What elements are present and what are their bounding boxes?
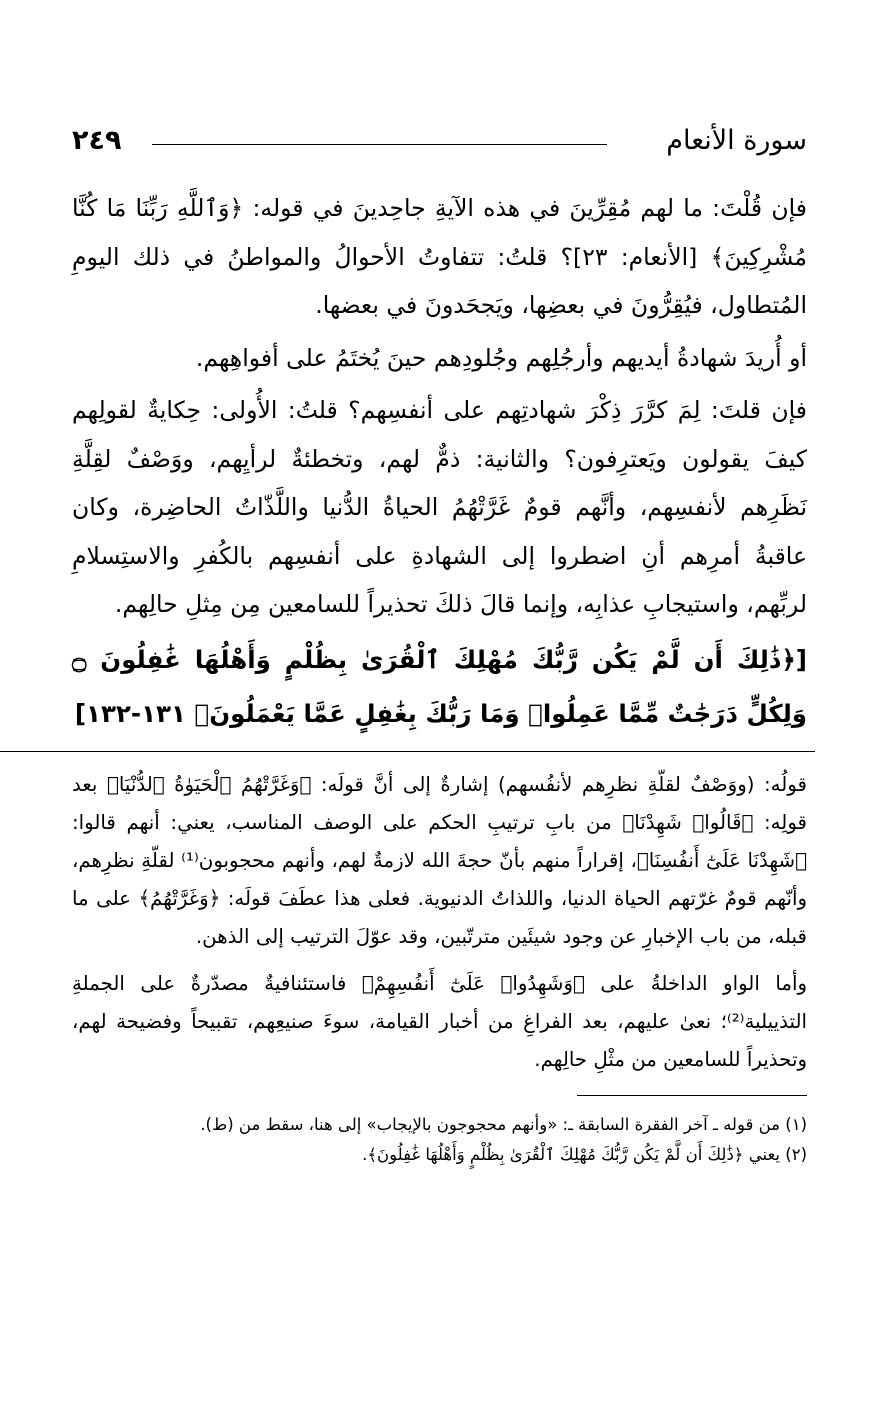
surah-title: سورة الأنعام (666, 125, 807, 156)
main-paragraph: فإن قُلْتَ: ما لهم مُقِرِّينَ في هذه الآيةِ جاحِدينَ في قوله: ﴿وَٱللَّهِ رَبِّنَا مَا كُنَّا مُشْرِكِينَ﴾ [الأنعام: ٢٣]؟ قلتُ: تتفاوتُ الأحوالُ والمواطنُ في ذلك اليومِ المُتطاول، فيُقِرُّونَ في بعضِها، ويَجحَدونَ في بعضها. (72, 194, 808, 319)
running-header (72, 118, 807, 166)
main-paragraph: أو أُريدَ شهادةُ أيديهم وأرجُلِهم وجُلودِهم حينَ يُختَمُ على أفواهِهم. (195, 343, 807, 372)
quran-verse: [﴿ذَٰلِكَ أَن لَّمْ يَكُن رَّبُّكَ مُهْلِكَ ٱلْقُرَىٰ بِظُلْمٍ وَأَهْلُهَا غَٰفِلُونَ ۝ وَلِكُلٍّ دَرَجَٰتٌ مِّمَّا عَمِلُوا۟ وَمَا رَبُّكَ بِغَٰفِلٍ عَمَّا يَعْمَلُونَ﴾ ١٣١-١٣٢] (72, 644, 807, 728)
main-text (72, 184, 807, 629)
commentary-paragraph: قولُه: (ووَصْفٌ لقلّةِ نظرِهم لأنفُسهم) إشارةٌ إلى أنَّ قولَه: ﴿وَغَرَّتْهُمُ ٱلْحَيَوٰةُ ٱلدُّنْيَا﴾ بعد قولِه: ﴿قَالُوا۟ شَهِدْنَا﴾ من بابِ ترتيبِ الحكم على الوصف المناسب، يعني: أنهم قالوا: ﴿شَهِدْنَا عَلَىٰٓ أَنفُسِنَا﴾، إقراراً منهم بأنّ حجةَ الله لازمةٌ لهم، وأنهم محجوبون⁽¹⁾ لقلّةِ نظرِهم، وأنّهم قومٌ غرّتهم الحياة الدنيا، واللذاتُ الدنيوية. فعلى هذا عطَفَ قولَه: ﴿وَغَرَّتْهُمُ﴾ على ما قبله، من باب الإخبارِ عن وجود شيئَين مترتّبين، وقد عوّلَ الترتيب إلى الذهن. (72, 772, 808, 949)
footnote: (٢) يعني ﴿ذَٰلِكَ أَن لَّمْ يَكُن رَّبُّكَ مُهْلِكَ ٱلْقُرَىٰ بِظُلْمٍ وَأَهْلُهَا غَٰفِلُونَ﴾. (362, 1145, 807, 1165)
main-paragraph: فإن قلتَ: لِمَ كرَّرَ ذِكْرَ شهادتِهم على أنفسِهم؟ قلتُ: الأُولى: حِكايةٌ لقولِهم كيفَ يقولون ويَعترِفون؟ والثانية: ذمٌّ لهم، وتخطئةٌ لرأيِهم، ووَصْفٌ لقِلَّةِ نَظَرِهم لأنفسِهم، وأنَّهم قومٌ غَرَّتْهُمُ الحياةُ الدُّنيا واللَّذّاتُ الحاضِرة، وكان عاقبةُ أمرِهم أنِ اضطروا إلى الشهادةِ على أنفسِهم بالكُفرِ والاستِسلامِ لربِّهم، واستيجابِ عذابِه، وإنما قالَ ذلكَ تحذيراً للسامعين مِن مِثلِ حالِهم. (72, 396, 807, 618)
commentary (72, 766, 807, 1080)
quran-verse-block (72, 633, 807, 741)
section-divider (0, 751, 815, 752)
book-page (72, 118, 807, 1170)
footnotes (72, 1110, 807, 1170)
commentary-paragraph: وأما الواو الداخلةُ على ﴿وَشَهِدُوا۟ عَلَىٰٓ أَنفُسِهِمْ﴾ فاستئنافيةٌ مصدّرةٌ على الجملةِ التذييلية⁽²⁾؛ نعىٰ عليهم، بعد الفراغِ من أخبار القيامة، سوءَ صنيعِهم، تقبيحاً وفضيحة لهم، وتحذيراً للسامعين من مثْلِ حالِهم. (72, 971, 807, 1071)
footnote: (١) من قوله ـ آخر الفقرة السابقة ـ: «وأنهم محجوجون بالإيجاب» إلى هنا، سقط من (ط). (200, 1115, 807, 1135)
page-number: ٢٤٩ (72, 125, 122, 156)
header-rule (152, 144, 607, 145)
footnote-divider (577, 1095, 807, 1096)
